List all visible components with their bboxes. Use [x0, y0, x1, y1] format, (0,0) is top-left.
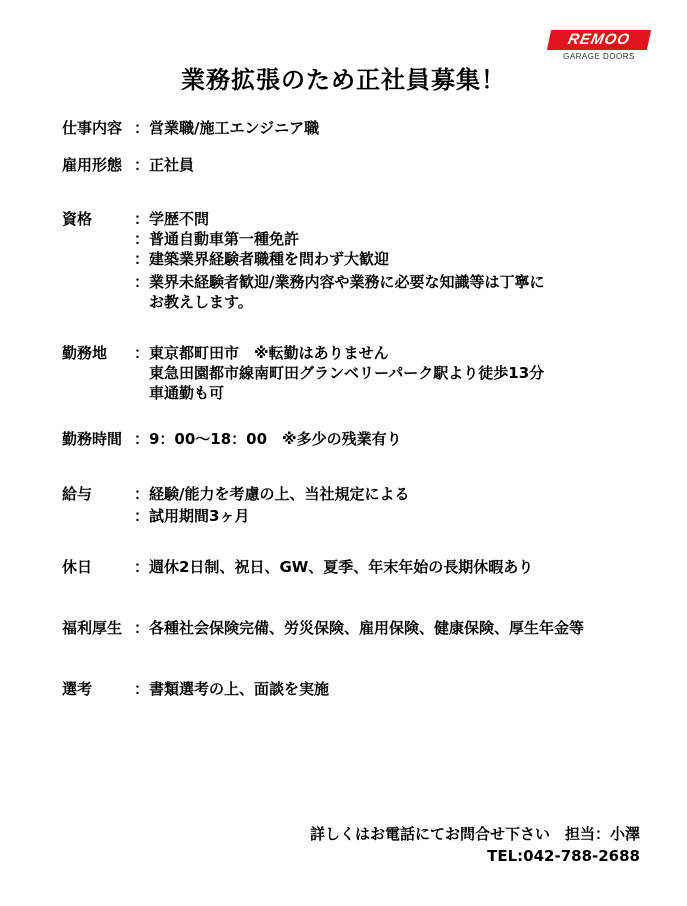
- logo-subtitle: GARAGE DOORS: [563, 52, 635, 61]
- row-value: 東急田園都市線南町田グランベリーパーク駅より徒歩13分: [134, 364, 545, 382]
- row-value: ：9：00～18：00 ※多少の残業有り: [134, 430, 402, 448]
- row-label: 給与: [62, 485, 93, 503]
- row-value: ：経験/能力を考慮の上、当社規定による: [134, 485, 410, 503]
- row-value: ：各種社会保険完備、労災保険、雇用保険、健康保険、厚生年金等: [134, 619, 585, 637]
- phone-number: TEL:042-788-2688: [487, 847, 640, 865]
- row-label: 資格: [62, 210, 93, 228]
- row-label: 休日: [62, 558, 93, 576]
- row-label: 選考: [62, 680, 93, 698]
- remoo-logo: [549, 30, 649, 61]
- row-value: ：学歴不問: [134, 210, 210, 228]
- contact-text: 詳しくはお電話にてお問合せ下さい 担当：小澤: [309, 825, 640, 843]
- row-value: ：普通自動車第一種免許: [134, 230, 300, 248]
- row-label: 雇用形態: [62, 156, 123, 174]
- row-value: お教えします。: [134, 293, 253, 311]
- contact-footer: [310, 823, 640, 867]
- row-value: ：書類選考の上、面談を実施: [134, 680, 330, 698]
- row-value: ：建築業界経験者職種を問わず大歓迎: [134, 250, 390, 268]
- row-label: 福利厚生: [62, 619, 123, 637]
- row-value: ：営業職/施工エンジニア職: [134, 119, 320, 137]
- row-value: ：試用期間3ヶ月: [134, 507, 250, 525]
- logo-brand: REMOO: [547, 30, 651, 50]
- row-value: 車通勤も可: [134, 384, 225, 402]
- row-label: 仕事内容: [62, 119, 123, 137]
- row-value: ：正社員: [134, 156, 195, 174]
- row-label: 勤務地: [62, 344, 108, 362]
- row-label: 勤務時間: [62, 430, 123, 448]
- row-value: ：東京都町田市 ※転勤はありません: [134, 344, 389, 362]
- row-value: ：業界未経験者歓迎/業務内容や業務に必要な知識等は丁寧に: [134, 273, 545, 291]
- row-value: ：週休2日制、祝日、GW、夏季、年末年始の長期休暇あり: [134, 558, 534, 576]
- page-title: 業務拡張のため正社員募集！: [181, 66, 506, 94]
